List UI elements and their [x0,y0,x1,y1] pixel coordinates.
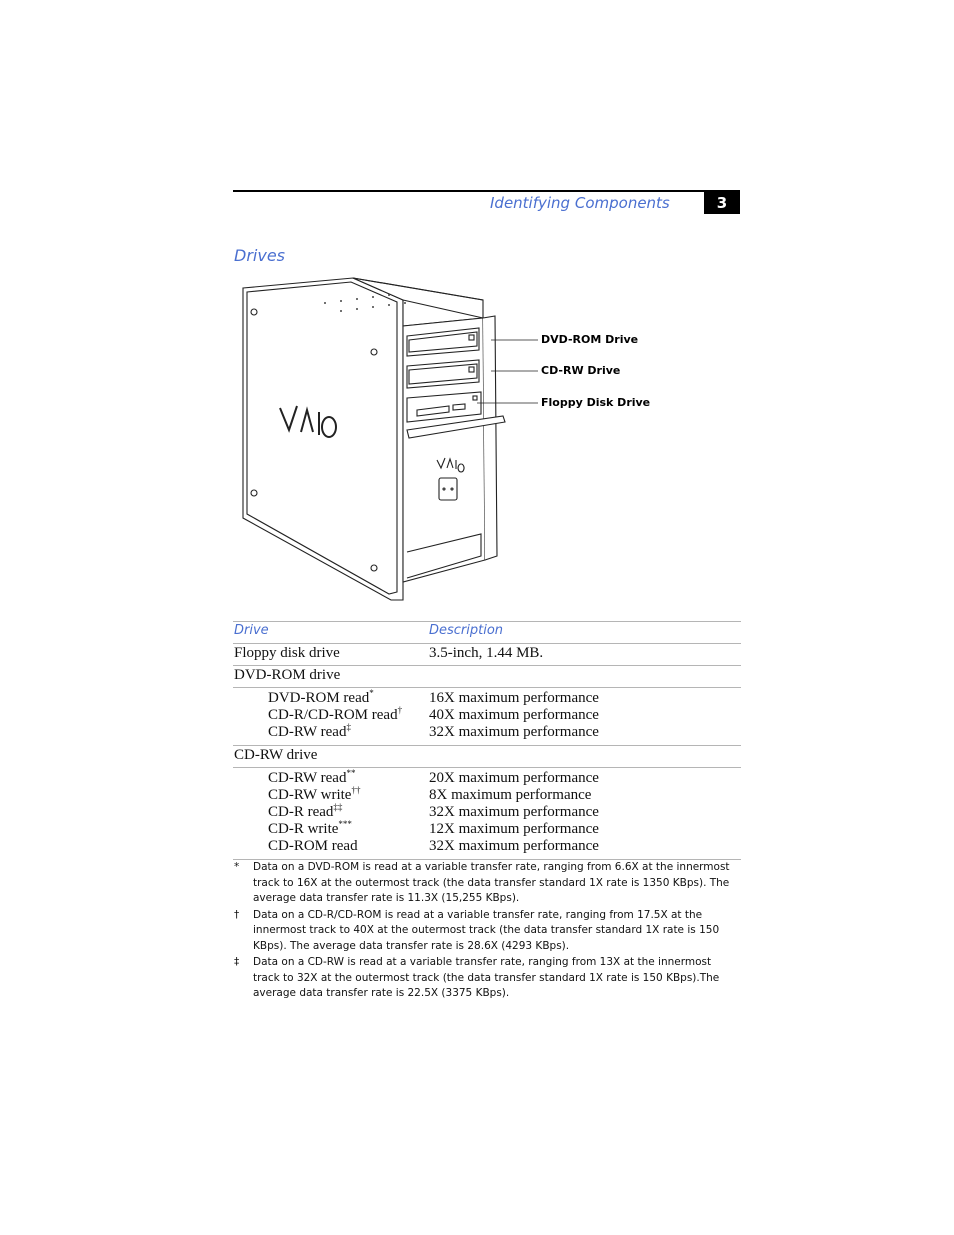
computer-tower-figure [233,270,693,610]
drive-feature: CD-RW write†† [268,785,361,803]
floppy-drive-name: Floppy disk drive [234,645,340,661]
drive-feature: CD-R write*** [268,819,352,837]
floppy-callout: Floppy Disk Drive [541,396,651,409]
table-row [233,665,741,687]
drives-heading: Drives [234,246,285,265]
drive-feature: DVD-ROM read* [268,688,374,706]
table-row [233,690,741,707]
table-row [233,838,741,855]
footnote-symbol: * [234,861,240,873]
footnote [233,955,741,1002]
cdrw-group-rows [233,767,741,860]
drives-table [233,621,741,860]
dvd-group-rows [233,687,741,745]
dvd-group-title: DVD-ROM drive [234,667,341,683]
table-row [233,787,741,804]
drive-performance: 32X maximum performance [429,804,599,820]
floppy-drive-desc: 3.5-inch, 1.44 MB. [429,645,544,661]
header-drive: Drive [234,623,269,638]
footnote-symbol: ‡ [234,956,240,968]
footnotes [233,860,741,1003]
dvd-rom-callout: DVD-ROM Drive [541,333,639,346]
footnote-symbol: † [234,908,240,921]
cdrw-group-title: CD-RW drive [234,747,318,763]
footnote-text: Data on a DVD-ROM is read at a variable transfer rate, ranging from 6.6X at the innermost track to 16X at the outermost track (the data transfer standard 1X rate is 1350 KBps). The average data transfer rate is 11.3X (15,255 KBps). [253,861,730,904]
table-row [233,724,741,741]
drive-performance: 16X maximum performance [429,690,599,706]
drive-performance: 20X maximum performance [429,770,599,786]
footnote [233,860,741,907]
drive-feature: CD-R/CD-ROM read† [268,705,403,723]
table-row [233,821,741,838]
header-rule [233,190,740,192]
footnote [233,908,741,955]
footnote-text: Data on a CD-RW is read at a variable transfer rate, ranging from 13X at the innermost track to 32X at the outermost track (the data transfer standard 1X rate is 150 KBps).The average data transfer rate is 22.5X (3375 KBps). [253,956,720,999]
drive-performance: 32X maximum performance [429,724,599,740]
table-row [233,707,741,724]
table-row [233,770,741,787]
drive-feature: CD-ROM read [268,838,358,854]
drive-feature: CD-RW read‡ [268,722,351,740]
cd-rw-callout: CD-RW Drive [541,364,621,377]
drive-performance: 32X maximum performance [429,838,599,854]
vaio-tower-illustration [233,270,693,610]
page-number: 3 [704,192,740,214]
drive-feature: CD-R read‡‡ [268,802,343,820]
drive-performance: 12X maximum performance [429,821,599,837]
drive-performance: 40X maximum performance [429,707,599,723]
table-row [233,643,741,665]
table-header-row [233,621,741,643]
header-description: Description [429,623,504,638]
footnote-text: Data on a CD-R/CD-ROM is read at a variable transfer rate, ranging from 17.5X at the innermost track to 40X at the outermost track (the data transfer standard 1X rate is 150 KBps). The average data transfer rate is 28.6X (4293 KBps). [253,908,720,952]
table-row [233,745,741,767]
drive-feature: CD-RW read** [268,768,356,786]
section-title: Identifying Components [490,194,670,212]
drive-performance: 8X maximum performance [429,787,592,803]
table-row [233,804,741,821]
